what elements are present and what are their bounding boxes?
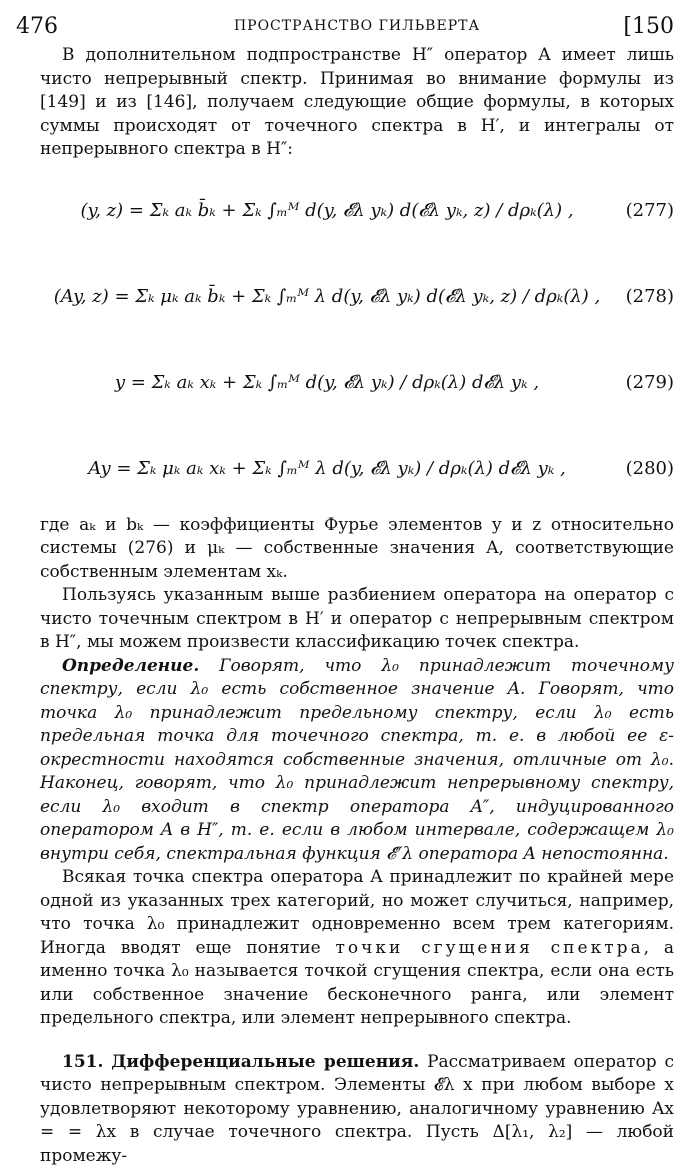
definition-label: Определение. [62,656,199,676]
equation-278 [40,254,674,340]
equation-number: (277) [614,200,674,221]
equation-277 [40,168,674,254]
intro-paragraph: В дополнительном подпространстве H″ оператор A имеет лишь чисто непрерывный спектр. Принимая во внимание формулы из [149] и из [146], получаем следующие общие формулы, в которых суммы происходят от точечного спектра в H′, и интегралы от непрерывного спектра в H″: [40,44,674,162]
equation-280 [40,426,674,512]
equation-body: (Ay, z) = Σₖ μₖ aₖ b̄ₖ + Σₖ ∫ₘᴹ λ d(y, 𝓔λ yₖ) d(𝓔λ yₖ, z) / dρₖ(λ) , [40,286,614,307]
section-151 [40,1051,674,1168]
coefficients-paragraph: где aₖ и bₖ — коэффициенты Фурье элементов y и z относительно системы (276) и μₖ — собственные значения A, соответствующие собственным элементам xₖ. [40,514,674,585]
classification-paragraph: Пользуясь указанным выше разбиением оператора на оператор с чисто точечным спектром в H′ и оператор с непрерывным спектром в H″, мы можем произвести классификацию точек спектра. [40,584,674,655]
categories-text-before: Всякая точка спектра оператора A принадлежит по крайней мере одной из указанных трех категорий, но может случиться, например, что точка λ₀ принадлежит одновременно всем трем категориям. Иногда вводят еще понятие [40,867,674,958]
equation-body: Ay = Σₖ μₖ aₖ xₖ + Σₖ ∫ₘᴹ λ d(y, 𝓔λ yₖ) / dρₖ(λ) d𝓔λ yₖ , [40,458,614,479]
condensation-term: точки сгущения спектра [336,938,644,958]
equation-279 [40,340,674,426]
equation-body: y = Σₖ aₖ xₖ + Σₖ ∫ₘᴹ d(y, 𝓔λ yₖ) / dρₖ(λ) d𝓔λ yₖ , [40,372,614,393]
section-number: 151. [62,1052,103,1072]
categories-paragraph [40,866,674,1031]
equation-body: (y, z) = Σₖ aₖ b̄ₖ + Σₖ ∫ₘᴹ d(y, 𝓔λ yₖ) d(𝓔λ yₖ, z) / dρₖ(λ) , [40,200,614,221]
section-text: Рассматриваем оператор с чисто непрерывным спектром. Элементы 𝓔λ x при любом выборе x удовлетворяют некоторому уравнению, аналогичному уравнению Ax = = λx в случае точечного спектра. Пусть Δ[λ₁, λ₂] — любой промежу- [40,1052,674,1166]
equation-number: (278) [614,286,674,307]
section-title: Дифференциальные решения. [111,1052,419,1072]
definition-text: Говорят, что λ₀ принадлежит точечному спектру, если λ₀ есть собственное значение A. Говорят, что точка λ₀ принадлежит предельному спектру, если λ₀ есть предельная точка для точечного спектра, т. е. в любой ее ε-окрестности находятся собственные значения, отличные от λ₀. Наконец, говорят, что λ₀ принадлежит непрерывному спектру, если λ₀ входит в спектр оператора A″, индуцированного оператором A в H″, т. е. если в любом интервале, содержащем λ₀ внутри себя, спектральная функция 𝓔″λ оператора A непостоянна. [40,656,674,864]
equation-number: (280) [614,458,674,479]
running-title: ПРОСТРАНСТВО ГИЛЬВЕРТА [40,18,674,34]
equations-block [40,168,674,512]
equation-number: (279) [614,372,674,393]
categories-text-after: , а именно точка λ₀ называется точкой сгущения спектра, если она есть или собственное значение бесконечного ранга, или элемент предельного спектра, или элемент непрерывного спектра. [40,938,674,1029]
page-number: 476 [16,14,58,39]
definition-paragraph [40,655,674,867]
running-head [40,10,674,44]
section-reference: [150 [623,14,674,39]
